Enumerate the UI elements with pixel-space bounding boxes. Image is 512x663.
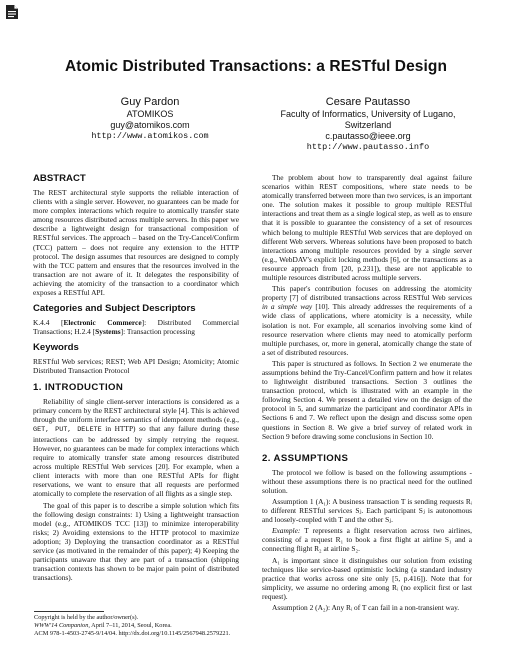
left-column — [33, 173, 239, 584]
document-icon — [5, 4, 19, 20]
right-column — [262, 173, 472, 614]
author-block-2 — [268, 96, 468, 153]
author-website[interactable]: http://www.pautasso.info — [306, 142, 430, 152]
paper-title: Atomic Distributed Transactions: a RESTful Design — [64, 58, 448, 75]
assumptions-heading: 2. ASSUMPTIONS — [262, 452, 349, 464]
abstract-heading: ABSTRACT — [33, 173, 86, 184]
author-affiliation: ATOMIKOS — [126, 109, 174, 119]
right-paragraph-2: This paper's contribution focuses on addressing the atomicity property [7] of distributed transactions across RESTful Web services in a simple way [10]. This already addresses the requirements of a wide class of applications, where atomicity is a necessity, while isolation is not. For example, all scenarios involving some kind of resource reservation where clients may need to atomically perform multiple purchases, or, more in general, atomically change the state of a set of distributed resources. — [262, 284, 472, 357]
categories-heading: Categories and Subject Descriptors — [33, 303, 196, 315]
keywords-heading: Keywords — [33, 342, 79, 354]
doi-link[interactable]: ACM 978-1-4503-2745-9/14/04. http://dx.doi.org/10.1145/2567948.2579221. — [34, 630, 231, 637]
abstract-text: The REST architectural style supports the reliable interaction of clients with a single server. However, no guarantees can be made for more complex interactions which require to atomically transfer state among resources distributed across multiple servers. In this paper we describe a lightweight design for transactional composition of RESTful services. The approach – based on the Try-Cancel/Confirm (TCC) pattern – does not require any extension to the HTTP protocol. The design assumes that resources are designed to comply with the TCC pattern and ensures that the resources involved in the transaction are not aware of it. It delegates the responsibility of achieving the atomicity of the transaction to a coordinator which exposes a RESTful API. — [33, 188, 239, 298]
assumption-1-note: A₁ is important since it distinguishes our solution from existing techniques like service-based optimistic locking (a standard industry practice that works across one site only [5, p.416]). Note that for simplicity, we assume no ordering among Rᵢ (no explicit first or last request). — [262, 555, 472, 601]
author-name: Guy Pardon — [120, 96, 180, 108]
footnote-divider — [34, 611, 104, 612]
author-email[interactable]: c.pautasso@ieee.org — [325, 131, 411, 141]
introduction-heading: 1. INTRODUCTION — [33, 381, 124, 393]
right-paragraph-3: This paper is structured as follows. In Section 2 we enumerate the assumptions behind the Try-Cancel/Confirm pattern and how it relates to lightweight distributed transactions. Section 3 outlines the transaction protocol, which is illustrated with an example in the following Section 4. We present a detailed view on the design of the protocol in 5, and summarize the participant and coordinator APIs in Sections 6 and 7. We reflect upon the design and discuss some open questions in Section 8. We give a brief survey of related work in Section 9 before drawing some conclusions in Section 10. — [262, 358, 472, 441]
keywords-text: RESTful Web services; REST; Web API Design; Atomicity; Atomic Distributed Transaction Protocol — [33, 357, 239, 376]
assumption-2: Assumption 2 (A₂): Any Rᵢ of T can fail in a non-transient way. — [272, 603, 460, 613]
copyright-notice: Copyright is held by the author/owner(s). WWW'14 Companion, April 7–11, 2014, Seoul, Korea. ACM 978-1-4503-2745-9/14/04. http://dx.doi.org/10.1145/2567948.2579221. — [34, 614, 254, 638]
author-block-1 — [60, 96, 240, 142]
author-email[interactable]: guy@atomikos.com — [110, 120, 190, 130]
author-website[interactable]: http://www.atomikos.com — [91, 131, 209, 141]
categories-text: K.4.4 [Electronic Commerce]: Distributed Commercial Transactions; H.2.4 [Systems]: Transaction processing — [33, 318, 239, 337]
author-name: Cesare Pautasso — [325, 96, 411, 108]
intro-paragraph-2: The goal of this paper is to describe a simple solution which fits the following design constraints: 1) Using a lightweight transaction model (e.g., ATOMIKOS TCC [13]) to minimize interoperability risks; 2) Avoiding extensions to the HTTP protocol to maximize adoption; 3) Deploying the transaction coordinator as a RESTful service (as motivated in the remainder of this paper); 4) Keeping the participants unaware that they are part of a transaction (shipping transaction contexts has shown to be major pain point of distributed transactions). — [33, 500, 239, 583]
intro-paragraph-1: Reliability of single client-server interactions is considered as a primary concern by the REST architectural style [4]. This is achieved through the uniform interface semantics of idempotent methods (e.g., GET, PUT, DELETE in HTTP) so that any failure during these interactions can be addressed by simply retrying the request. However, no guarantees can be made for complex interactions which require to atomically transfer state among resources distributed across multiple RESTful Web services [20]. For example, when a client interacts with more than one RESTful APIs for flight reservations, we want to ensure that all requests are performed atomically to complete the reservation of all flights as a single step. — [33, 396, 239, 499]
assumption-1-example: Example: T represents a flight reservation across two airlines, consisting of a request R₁ to book a first flight at airline S₁ and a connecting flight R₂ at airline S₂. — [262, 526, 472, 554]
assumption-1: Assumption 1 (A₁): A business transaction T is sending requests Rᵢ to different RESTful services Sⱼ. Each participant Sⱼ is autonomous and loosely-coupled with T and the other Sⱼ. — [262, 497, 472, 525]
right-paragraph-1: The problem about how to transparently deal against failure scenarios within REST compositions, where state needs to be atomically transferred between more than two services, is an important one. The solution makes it possible to group multiple RESTful interactions and treat them as a single logical step, as well as to ensure that it is possible to guarantee the consistency of a set of resources which belong to multiple RESTful Web services that are deployed on different Web servers. Whereas solutions have been proposed to batch interactions among multiple resources provided by a single server (e.g., WebDAV's explicit locking methods [6], or the transactions as a resource approach from [20, p.231]), these are not applicable to multiple resources distributed across multiple servers. — [262, 173, 472, 283]
author-affiliation: Faculty of Informatics, University of Lugano, Switzerland — [280, 109, 456, 130]
assumptions-intro: The protocol we follow is based on the following assumptions - without these assumptions there is no practical need for the outlined solution. — [262, 467, 472, 495]
